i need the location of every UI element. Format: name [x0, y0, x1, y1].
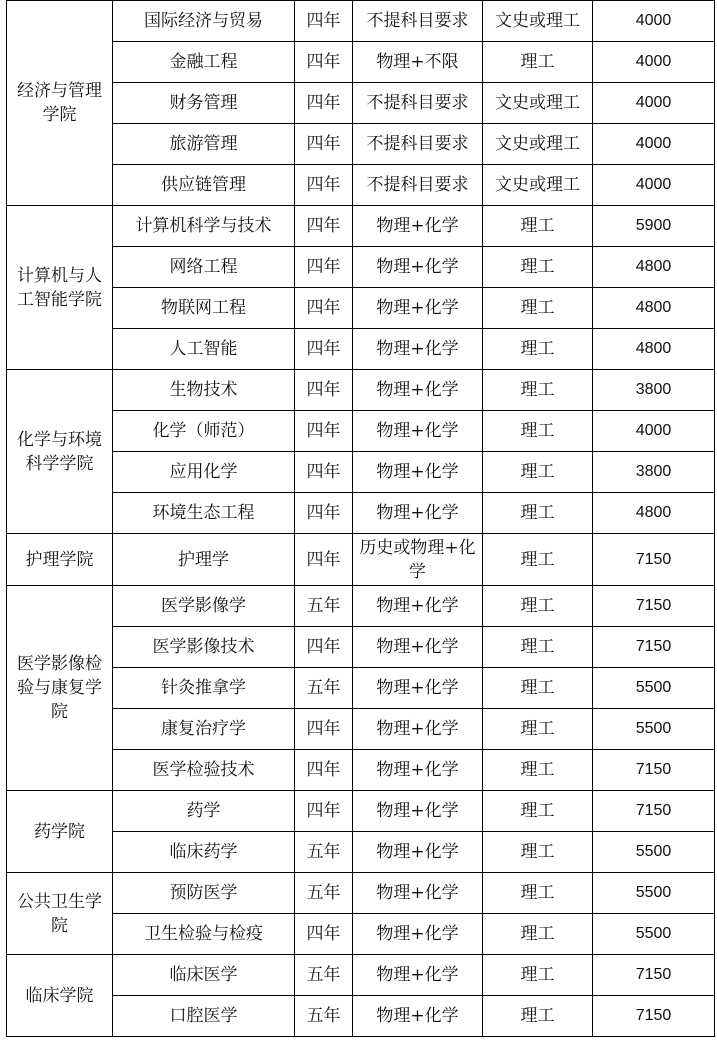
table-row — [7, 124, 715, 165]
duration-cell: 四年 — [295, 83, 353, 124]
table-row — [7, 165, 715, 206]
tuition-fee-cell: 7150 — [593, 750, 715, 791]
table-row — [7, 370, 715, 411]
subject-requirement-cell: 物理+化学 — [353, 288, 483, 329]
category-cell: 文史或理工 — [483, 124, 593, 165]
tuition-fee-cell: 4000 — [593, 411, 715, 452]
subject-requirement-cell: 物理+化学 — [353, 873, 483, 914]
category-cell: 文史或理工 — [483, 1, 593, 42]
major-name-cell: 人工智能 — [113, 329, 295, 370]
category-cell: 理工 — [483, 914, 593, 955]
tuition-fee-cell: 4000 — [593, 165, 715, 206]
subject-requirement-cell: 物理+化学 — [353, 493, 483, 534]
tuition-fee-cell: 5900 — [593, 206, 715, 247]
major-name-cell: 医学影像技术 — [113, 627, 295, 668]
tuition-fee-cell: 5500 — [593, 873, 715, 914]
duration-cell: 五年 — [295, 832, 353, 873]
tuition-fee-cell: 4000 — [593, 124, 715, 165]
tuition-fee-cell: 3800 — [593, 452, 715, 493]
college-name-cell: 经济与管理学院 — [7, 1, 113, 206]
tuition-fee-cell: 4800 — [593, 288, 715, 329]
duration-cell: 五年 — [295, 668, 353, 709]
duration-cell: 四年 — [295, 370, 353, 411]
duration-cell: 四年 — [295, 452, 353, 493]
table-row — [7, 832, 715, 873]
category-cell: 理工 — [483, 996, 593, 1037]
major-name-cell: 计算机科学与技术 — [113, 206, 295, 247]
tuition-fee-cell: 7150 — [593, 586, 715, 627]
subject-requirement-cell: 物理+化学 — [353, 627, 483, 668]
category-cell: 理工 — [483, 832, 593, 873]
subject-requirement-cell: 物理+化学 — [353, 791, 483, 832]
table-row — [7, 750, 715, 791]
subject-requirement-cell: 物理+化学 — [353, 452, 483, 493]
duration-cell: 四年 — [295, 411, 353, 452]
tuition-fee-cell: 7150 — [593, 627, 715, 668]
duration-cell: 四年 — [295, 329, 353, 370]
majors-table — [6, 0, 715, 1037]
duration-cell: 四年 — [295, 791, 353, 832]
subject-requirement-cell: 不提科目要求 — [353, 83, 483, 124]
college-name-cell: 化学与环境科学学院 — [7, 370, 113, 534]
major-name-cell: 口腔医学 — [113, 996, 295, 1037]
major-name-cell: 国际经济与贸易 — [113, 1, 295, 42]
major-name-cell: 财务管理 — [113, 83, 295, 124]
duration-cell: 五年 — [295, 873, 353, 914]
major-name-cell: 环境生态工程 — [113, 493, 295, 534]
subject-requirement-cell: 物理+化学 — [353, 832, 483, 873]
table-row — [7, 709, 715, 750]
majors-table-wrapper — [6, 0, 715, 1037]
table-row — [7, 586, 715, 627]
table-row — [7, 42, 715, 83]
tuition-fee-cell: 4000 — [593, 42, 715, 83]
category-cell: 理工 — [483, 955, 593, 996]
tuition-fee-cell: 5500 — [593, 914, 715, 955]
duration-cell: 四年 — [295, 493, 353, 534]
subject-requirement-cell: 物理+化学 — [353, 668, 483, 709]
duration-cell: 四年 — [295, 42, 353, 83]
table-row — [7, 873, 715, 914]
category-cell: 理工 — [483, 370, 593, 411]
duration-cell: 四年 — [295, 914, 353, 955]
table-row — [7, 996, 715, 1037]
major-name-cell: 生物技术 — [113, 370, 295, 411]
college-name-cell: 计算机与人工智能学院 — [7, 206, 113, 370]
college-name-cell: 药学院 — [7, 791, 113, 873]
duration-cell: 四年 — [295, 709, 353, 750]
subject-requirement-cell: 物理+化学 — [353, 750, 483, 791]
major-name-cell: 金融工程 — [113, 42, 295, 83]
subject-requirement-cell: 物理+化学 — [353, 996, 483, 1037]
category-cell: 理工 — [483, 247, 593, 288]
tuition-fee-cell: 4800 — [593, 329, 715, 370]
tuition-fee-cell: 4800 — [593, 247, 715, 288]
major-name-cell: 网络工程 — [113, 247, 295, 288]
tuition-fee-cell: 3800 — [593, 370, 715, 411]
major-name-cell: 医学检验技术 — [113, 750, 295, 791]
category-cell: 理工 — [483, 750, 593, 791]
duration-cell: 四年 — [295, 124, 353, 165]
category-cell: 理工 — [483, 668, 593, 709]
table-row — [7, 493, 715, 534]
tuition-fee-cell: 7150 — [593, 791, 715, 832]
major-name-cell: 化学（师范） — [113, 411, 295, 452]
tuition-fee-cell: 7150 — [593, 534, 715, 586]
subject-requirement-cell: 不提科目要求 — [353, 165, 483, 206]
major-name-cell: 应用化学 — [113, 452, 295, 493]
category-cell: 理工 — [483, 42, 593, 83]
tuition-fee-cell: 7150 — [593, 996, 715, 1037]
subject-requirement-cell: 物理+化学 — [353, 370, 483, 411]
tuition-fee-cell: 4000 — [593, 1, 715, 42]
category-cell: 理工 — [483, 329, 593, 370]
duration-cell: 四年 — [295, 627, 353, 668]
major-name-cell: 康复治疗学 — [113, 709, 295, 750]
tuition-fee-cell: 5500 — [593, 709, 715, 750]
tuition-fee-cell: 5500 — [593, 832, 715, 873]
major-name-cell: 旅游管理 — [113, 124, 295, 165]
category-cell: 理工 — [483, 493, 593, 534]
major-name-cell: 护理学 — [113, 534, 295, 586]
duration-cell: 四年 — [295, 165, 353, 206]
subject-requirement-cell: 物理+化学 — [353, 914, 483, 955]
table-row — [7, 411, 715, 452]
subject-requirement-cell: 物理+化学 — [353, 586, 483, 627]
duration-cell: 五年 — [295, 996, 353, 1037]
college-name-cell: 护理学院 — [7, 534, 113, 586]
major-name-cell: 临床药学 — [113, 832, 295, 873]
table-row — [7, 206, 715, 247]
table-row — [7, 329, 715, 370]
category-cell: 文史或理工 — [483, 165, 593, 206]
subject-requirement-cell: 物理+化学 — [353, 955, 483, 996]
table-row — [7, 1, 715, 42]
tuition-fee-cell: 7150 — [593, 955, 715, 996]
category-cell: 理工 — [483, 411, 593, 452]
duration-cell: 四年 — [295, 750, 353, 791]
subject-requirement-cell: 物理+化学 — [353, 247, 483, 288]
subject-requirement-cell: 不提科目要求 — [353, 124, 483, 165]
major-name-cell: 卫生检验与检疫 — [113, 914, 295, 955]
duration-cell: 四年 — [295, 1, 353, 42]
tuition-fee-cell: 4800 — [593, 493, 715, 534]
category-cell: 理工 — [483, 791, 593, 832]
duration-cell: 五年 — [295, 955, 353, 996]
duration-cell: 四年 — [295, 534, 353, 586]
duration-cell: 五年 — [295, 586, 353, 627]
table-row — [7, 627, 715, 668]
duration-cell: 四年 — [295, 247, 353, 288]
category-cell: 理工 — [483, 709, 593, 750]
major-name-cell: 物联网工程 — [113, 288, 295, 329]
duration-cell: 四年 — [295, 206, 353, 247]
table-row — [7, 534, 715, 586]
majors-table-body — [7, 1, 715, 1037]
major-name-cell: 供应链管理 — [113, 165, 295, 206]
subject-requirement-cell: 不提科目要求 — [353, 1, 483, 42]
table-row — [7, 791, 715, 832]
subject-requirement-cell: 物理+不限 — [353, 42, 483, 83]
category-cell: 理工 — [483, 627, 593, 668]
major-name-cell: 临床医学 — [113, 955, 295, 996]
category-cell: 文史或理工 — [483, 83, 593, 124]
table-row — [7, 247, 715, 288]
table-row — [7, 955, 715, 996]
major-name-cell: 药学 — [113, 791, 295, 832]
table-row — [7, 83, 715, 124]
category-cell: 理工 — [483, 534, 593, 586]
subject-requirement-cell: 物理+化学 — [353, 411, 483, 452]
category-cell: 理工 — [483, 452, 593, 493]
subject-requirement-cell: 历史或物理+化学 — [353, 534, 483, 586]
table-row — [7, 288, 715, 329]
subject-requirement-cell: 物理+化学 — [353, 206, 483, 247]
duration-cell: 四年 — [295, 288, 353, 329]
college-name-cell: 临床学院 — [7, 955, 113, 1037]
table-row — [7, 452, 715, 493]
college-name-cell: 医学影像检验与康复学院 — [7, 586, 113, 791]
tuition-fee-cell: 5500 — [593, 668, 715, 709]
table-row — [7, 668, 715, 709]
category-cell: 理工 — [483, 288, 593, 329]
subject-requirement-cell: 物理+化学 — [353, 329, 483, 370]
major-name-cell: 预防医学 — [113, 873, 295, 914]
category-cell: 理工 — [483, 586, 593, 627]
college-name-cell: 公共卫生学院 — [7, 873, 113, 955]
major-name-cell: 针灸推拿学 — [113, 668, 295, 709]
tuition-fee-cell: 4000 — [593, 83, 715, 124]
category-cell: 理工 — [483, 873, 593, 914]
major-name-cell: 医学影像学 — [113, 586, 295, 627]
table-row — [7, 914, 715, 955]
subject-requirement-cell: 物理+化学 — [353, 709, 483, 750]
category-cell: 理工 — [483, 206, 593, 247]
